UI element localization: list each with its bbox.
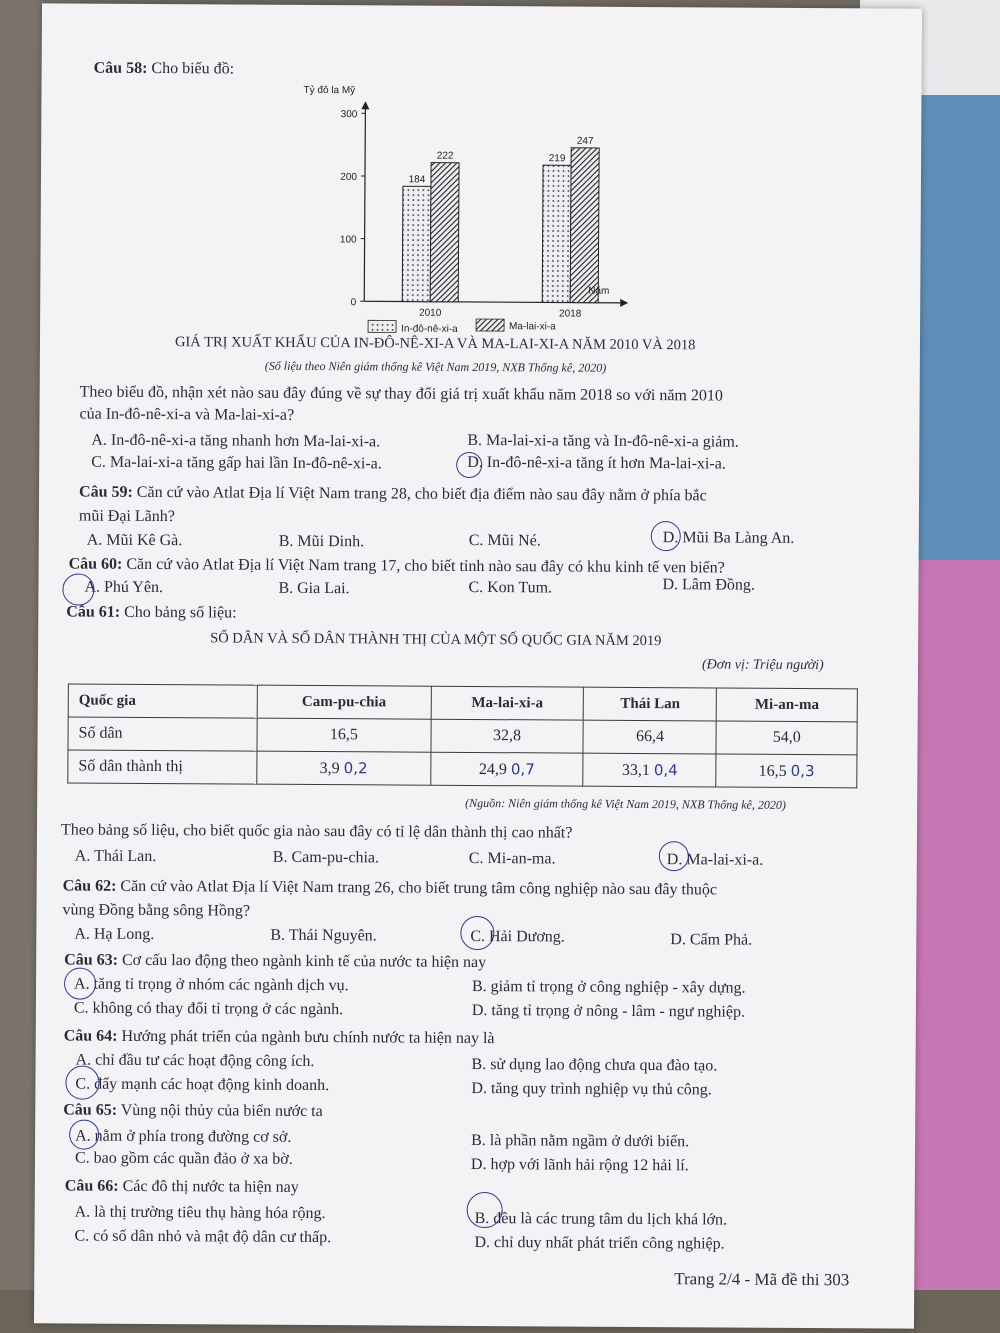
table-cell-with-note — [583, 753, 716, 787]
table-cell-value: 16,5 — [758, 762, 787, 780]
q58-stem-line1: Theo biểu đồ, nhận xét nào sau đây đúng về sự thay đổi giá trị xuất khẩu năm 2018 so với năm 2010 — [79, 383, 723, 405]
legend-label-indonesia: In-đô-nê-xi-a — [401, 323, 458, 335]
chart-x-tick-label: 2010 — [418, 307, 442, 319]
q59-number: Câu 59: — [79, 483, 133, 501]
q61-number: Câu 61: — [66, 603, 121, 621]
table-header-cambodia: Cam-pu-chia — [257, 685, 431, 719]
q64-answer-circle — [65, 1065, 99, 1099]
chart-plot-area — [339, 101, 629, 320]
q62-option-d[interactable]: D. Cẩm Phả. — [670, 931, 753, 949]
table-unit: (Đơn vị: Triệu người) — [701, 657, 824, 674]
table-cell-with-note — [257, 751, 431, 785]
table-cell-value: 33,1 — [621, 761, 650, 779]
q59-option-d[interactable]: D. Mũi Ba Làng An. — [662, 529, 795, 547]
q58-lead: Cho biểu đồ: — [151, 59, 235, 78]
q59-answer-circle — [651, 521, 681, 551]
q63-answer-circle — [64, 967, 96, 999]
q58-answer-circle — [456, 452, 482, 478]
table-cell: 66,4 — [583, 720, 716, 754]
chart-data-label: 222 — [436, 150, 454, 162]
q62-stem-line1 — [63, 877, 717, 899]
q61-stem: Theo bảng số liệu, cho biết quốc gia nào sau đây có tỉ lệ dân thành thị cao nhất? — [60, 821, 573, 842]
q58-header — [94, 60, 235, 79]
q65-stem-text: Vùng nội thủy của biển nước ta — [120, 1101, 323, 1121]
q59-stem-text: Căn cứ vào Atlat Địa lí Việt Nam trang 28, cho biết địa điểm nào sau đây nằm ở phía bắc — [136, 483, 707, 505]
q65-option-b[interactable]: B. là phần nằm ngầm ở dưới biển. — [471, 1131, 690, 1151]
q66-number: Câu 66: — [64, 1177, 119, 1195]
chart-caption: GIÁ TRỊ XUẤT KHẨU CỦA IN-ĐÔ-NÊ-XI-A VÀ MA-LAI-XI-A NĂM 2010 VÀ 2018 — [174, 334, 696, 354]
chart-y-tick-label: 300 — [340, 109, 358, 121]
table-header-malaysia: Ma-lai-xi-a — [431, 686, 584, 720]
table-header-myanmar: Mi-an-ma — [717, 688, 858, 722]
handwritten-note: 0,3 — [790, 761, 815, 780]
table-cell: Số dân — [68, 717, 257, 751]
q63-stem-text: Cơ cấu lao động theo ngành kinh tế của nước ta hiện nay — [121, 951, 487, 972]
q61-option-b[interactable]: B. Cam-pu-chia. — [272, 848, 380, 867]
q59-option-b[interactable]: B. Mũi Dinh. — [278, 532, 365, 551]
q58-option-c[interactable]: C. Ma-lai-xi-a tăng gấp hai lần In-đô-nê-xi-a. — [91, 453, 382, 473]
q66-answer-circle — [467, 1192, 503, 1228]
q60-answer-circle — [62, 573, 94, 605]
chart-data-label: 184 — [408, 174, 426, 186]
q61-option-c[interactable]: C. Mi-an-ma. — [468, 849, 556, 868]
page-footer: Trang 2/4 - Mã đề thi 303 — [674, 1269, 850, 1290]
q64-option-d[interactable]: D. tăng quy trình nghiệp vụ thủ công. — [471, 1079, 712, 1099]
table-cell-with-note — [716, 754, 857, 788]
q64-number: Câu 64: — [63, 1027, 118, 1045]
q58-option-d[interactable]: D. In-đô-nê-xi-a tăng ít hơn Ma-lai-xi-a. — [467, 453, 726, 473]
chart-bar — [430, 163, 459, 302]
q61-lead: Cho bảng số liệu: — [124, 603, 237, 622]
q65-stem — [63, 1101, 323, 1121]
q58-number: Câu 58: — [93, 59, 148, 77]
q60-stem-text: Căn cứ vào Atlat Địa lí Việt Nam trang 17, cho biết tỉnh nào sau đây có khu kinh tế ven biển? — [126, 555, 725, 577]
q63-option-a[interactable]: A. tăng tỉ trọng ở nhóm các ngành dịch vụ. — [73, 975, 349, 995]
q64-option-b[interactable]: B. sử dụng lao động chưa qua đào tạo. — [471, 1055, 718, 1075]
q66-option-a[interactable]: A. là thị trường tiêu thụ hàng hóa rộng. — [74, 1203, 326, 1223]
q64-option-c[interactable]: C. đẩy mạnh các hoạt động kinh doanh. — [75, 1075, 330, 1095]
table-row-urban-population — [68, 750, 857, 788]
q66-option-c[interactable]: C. có số dân nhỏ và mật độ dân cư thấp. — [74, 1227, 332, 1247]
export-bar-chart — [280, 77, 642, 344]
table-cell: 54,0 — [716, 721, 857, 755]
table-cell: 16,5 — [257, 718, 431, 752]
q59-stem-line1 — [79, 484, 707, 506]
chart-y-axis-arrow — [361, 101, 369, 109]
q58-option-a[interactable]: A. In-đô-nê-xi-a tăng nhanh hơn Ma-lai-xi-a. — [91, 431, 381, 451]
table-header-country: Quốc gia — [68, 684, 257, 718]
chart-y-axis-label: Tỷ đô la Mỹ — [303, 84, 356, 97]
q62-answer-circle — [460, 916, 494, 950]
q66-option-b[interactable]: B. đều là các trung tâm du lịch khá lớn. — [474, 1209, 728, 1229]
table-cell: Số dân thành thị — [68, 750, 257, 784]
q63-number: Câu 63: — [64, 951, 119, 969]
table-cell: 32,8 — [431, 719, 584, 753]
q60-option-b[interactable]: B. Gia Lai. — [278, 579, 350, 598]
population-table — [67, 683, 858, 788]
q65-answer-circle — [69, 1120, 99, 1150]
q64-stem-text: Hướng phát triển của ngành bưu chính nước ta hiện nay là — [121, 1027, 495, 1048]
q60-option-d[interactable]: D. Lâm Đồng. — [662, 576, 755, 594]
chart-x-axis-label: Năm — [588, 285, 610, 297]
q64-stem — [64, 1027, 495, 1048]
q60-option-c[interactable]: C. Kon Tum. — [468, 578, 553, 597]
q62-stem-text: Căn cứ vào Atlat Địa lí Việt Nam trang 26, cho biết trung tâm công nghiệp nào sau đây thuộc — [120, 877, 718, 899]
chart-y-axis — [364, 107, 365, 301]
chart-x-axis-arrow — [620, 299, 628, 307]
legend-label-malaysia: Ma-lai-xi-a — [509, 321, 556, 333]
q65-number: Câu 65: — [63, 1101, 118, 1119]
q66-option-d[interactable]: D. chỉ duy nhất phát triển công nghiệp. — [474, 1233, 725, 1253]
q59-option-c[interactable]: C. Mũi Né. — [468, 531, 541, 550]
q61-option-a[interactable]: A. Thái Lan. — [74, 847, 157, 866]
table-row-population — [68, 717, 857, 755]
chart-data-label: 247 — [576, 135, 594, 147]
q62-option-a[interactable]: A. Hạ Long. — [74, 925, 155, 944]
table-header-thailand: Thái Lan — [584, 687, 717, 721]
table-header-row — [68, 684, 857, 722]
q65-option-c[interactable]: C. bao gồm các quần đảo ở xa bờ. — [74, 1149, 293, 1168]
q64-option-a[interactable]: A. chỉ đầu tư các hoạt động công ích. — [75, 1051, 315, 1071]
handwritten-note: 0,7 — [510, 759, 535, 778]
q62-option-b[interactable]: B. Thái Nguyên. — [270, 926, 377, 945]
q63-option-d[interactable]: D. tăng tỉ trọng ở nông - lâm - ngư nghiệp. — [471, 1001, 746, 1021]
q63-option-b[interactable]: B. giảm tỉ trọng ở công nghiệp - xây dựng. — [471, 977, 746, 997]
q61-answer-circle — [659, 841, 689, 871]
chart-y-tick-label: 200 — [340, 171, 358, 183]
q62-option-c[interactable]: C. Hải Dương. — [470, 927, 565, 946]
q63-stem — [64, 951, 486, 972]
handwritten-note: 0,4 — [653, 760, 678, 779]
q60-stem — [69, 555, 725, 577]
table-cell-value: 3,9 — [319, 759, 340, 777]
q61-header — [66, 603, 236, 622]
table-cell-value: 24,9 — [478, 760, 507, 778]
q59-stem-line2: mũi Đại Lãnh? — [78, 507, 175, 526]
q65-option-d[interactable]: D. hợp với lãnh hải rộng 12 hải lí. — [470, 1155, 689, 1175]
chart-x-tick-label: 2018 — [558, 308, 582, 320]
chart-legend — [368, 318, 556, 335]
q65-option-a[interactable]: A. nằm ở phía trong đường cơ sở. — [75, 1127, 292, 1146]
chart-source: (Số liệu theo Niên giám thống kê Việt Nam 2019, NXB Thống kê, 2020) — [264, 358, 607, 375]
chart-bar — [542, 165, 571, 302]
q63-option-c[interactable]: C. không có thay đổi tỉ trọng ở các ngành. — [73, 999, 344, 1019]
q61-option-d[interactable]: D. Ma-lai-xi-a. — [666, 851, 764, 869]
legend-swatch-malaysia — [476, 319, 504, 331]
q60-option-a[interactable]: A. Phú Yên. — [84, 578, 164, 597]
chart-bar — [570, 148, 599, 303]
handwritten-note: 0,2 — [343, 758, 368, 777]
q60-number: Câu 60: — [68, 555, 123, 573]
q62-number: Câu 62: — [62, 877, 117, 895]
q58-option-b[interactable]: B. Ma-lai-xi-a tăng và In-đô-nê-xi-a giảm. — [467, 431, 739, 451]
legend-swatch-indonesia — [368, 320, 396, 332]
q66-stem — [65, 1177, 299, 1196]
exam-sheet — [34, 3, 922, 1328]
q66-stem-text: Các đô thị nước ta hiện nay — [122, 1177, 299, 1196]
q58-stem-line2: của In-đô-nê-xi-a và Ma-lai-xi-a? — [79, 405, 295, 424]
chart-data-label: 219 — [548, 153, 566, 165]
chart-y-tick-label: 0 — [350, 297, 357, 309]
chart-bar — [402, 186, 431, 301]
table-title: SỐ DÂN VÀ SỐ DÂN THÀNH THỊ CỦA MỘT SỐ QUỐC GIA NĂM 2019 — [210, 630, 662, 650]
q59-option-a[interactable]: A. Mũi Kê Gà. — [86, 531, 183, 550]
table-source: (Nguồn: Niên giám thống kê Việt Nam 2019, NXB Thống kê, 2020) — [465, 795, 786, 812]
chart-y-tick-label: 100 — [339, 234, 357, 246]
table-cell-with-note — [430, 752, 583, 786]
q62-stem-line2: vùng Đồng bằng sông Hồng? — [62, 901, 251, 920]
